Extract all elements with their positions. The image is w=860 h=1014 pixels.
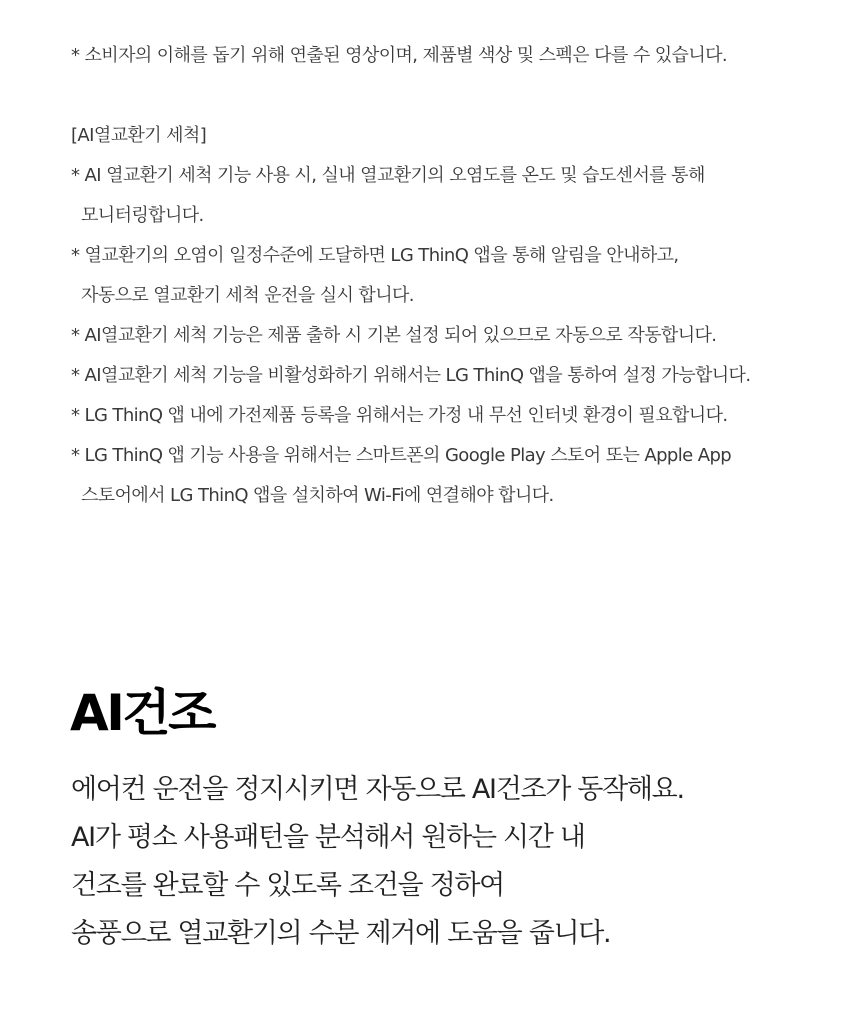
disclaimer-text: * 소비자의 이해를 돕기 위해 연출된 영상이며, 제품별 색상 및 스펙은 다를 수 있습니다.: [71, 45, 728, 66]
section-description: [71, 766, 841, 958]
notes-heading: [AI열교환기 세척]: [71, 125, 207, 146]
note-item: * 열교환기의 오염이 일정수준에 도달하면 LG ThinQ 앱을 통해 알림을 안내하고,: [71, 245, 679, 266]
note-item: * AI열교환기 세척 기능을 비활성화하기 위해서는 LG ThinQ 앱을 통하여 설정 가능합니다.: [71, 365, 751, 386]
spacer: [71, 76, 841, 116]
description-line: 에어컨 운전을 정지시키면 자동으로 AI건조가 동작해요.: [71, 774, 684, 805]
note-item-continued: 스토어에서 LG ThinQ 앱을 설치하여 Wi-Fi에 연결해야 합니다.: [81, 485, 554, 506]
note-item-continued: 모니터링합니다.: [81, 205, 204, 226]
note-item: * LG ThinQ 앱 기능 사용을 위해서는 스마트폰의 Google Play 스토어 또는 Apple App: [71, 445, 732, 466]
note-item: * AI 열교환기 세척 기능 사용 시, 실내 열교환기의 오염도를 온도 및 습도센서를 통해: [71, 165, 705, 186]
section-title: AI건조: [70, 684, 214, 742]
description-line: 송풍으로 열교환기의 수분 제거에 도움을 줍니다.: [71, 918, 611, 949]
note-item: * LG ThinQ 앱 내에 가전제품 등록을 위해서는 가정 내 무선 인터넷 환경이 필요합니다.: [71, 405, 728, 426]
note-item: * AI열교환기 세척 기능은 제품 출하 시 기본 설정 되어 있으므로 자동으로 작동합니다.: [71, 325, 717, 346]
description-line: AI가 평소 사용패턴을 분석해서 원하는 시간 내: [71, 822, 585, 853]
disclaimer-notes: [71, 36, 841, 516]
description-line: 건조를 완료할 수 있도록 조건을 정하여: [71, 870, 504, 901]
note-item-continued: 자동으로 열교환기 세척 운전을 실시 합니다.: [81, 285, 414, 306]
